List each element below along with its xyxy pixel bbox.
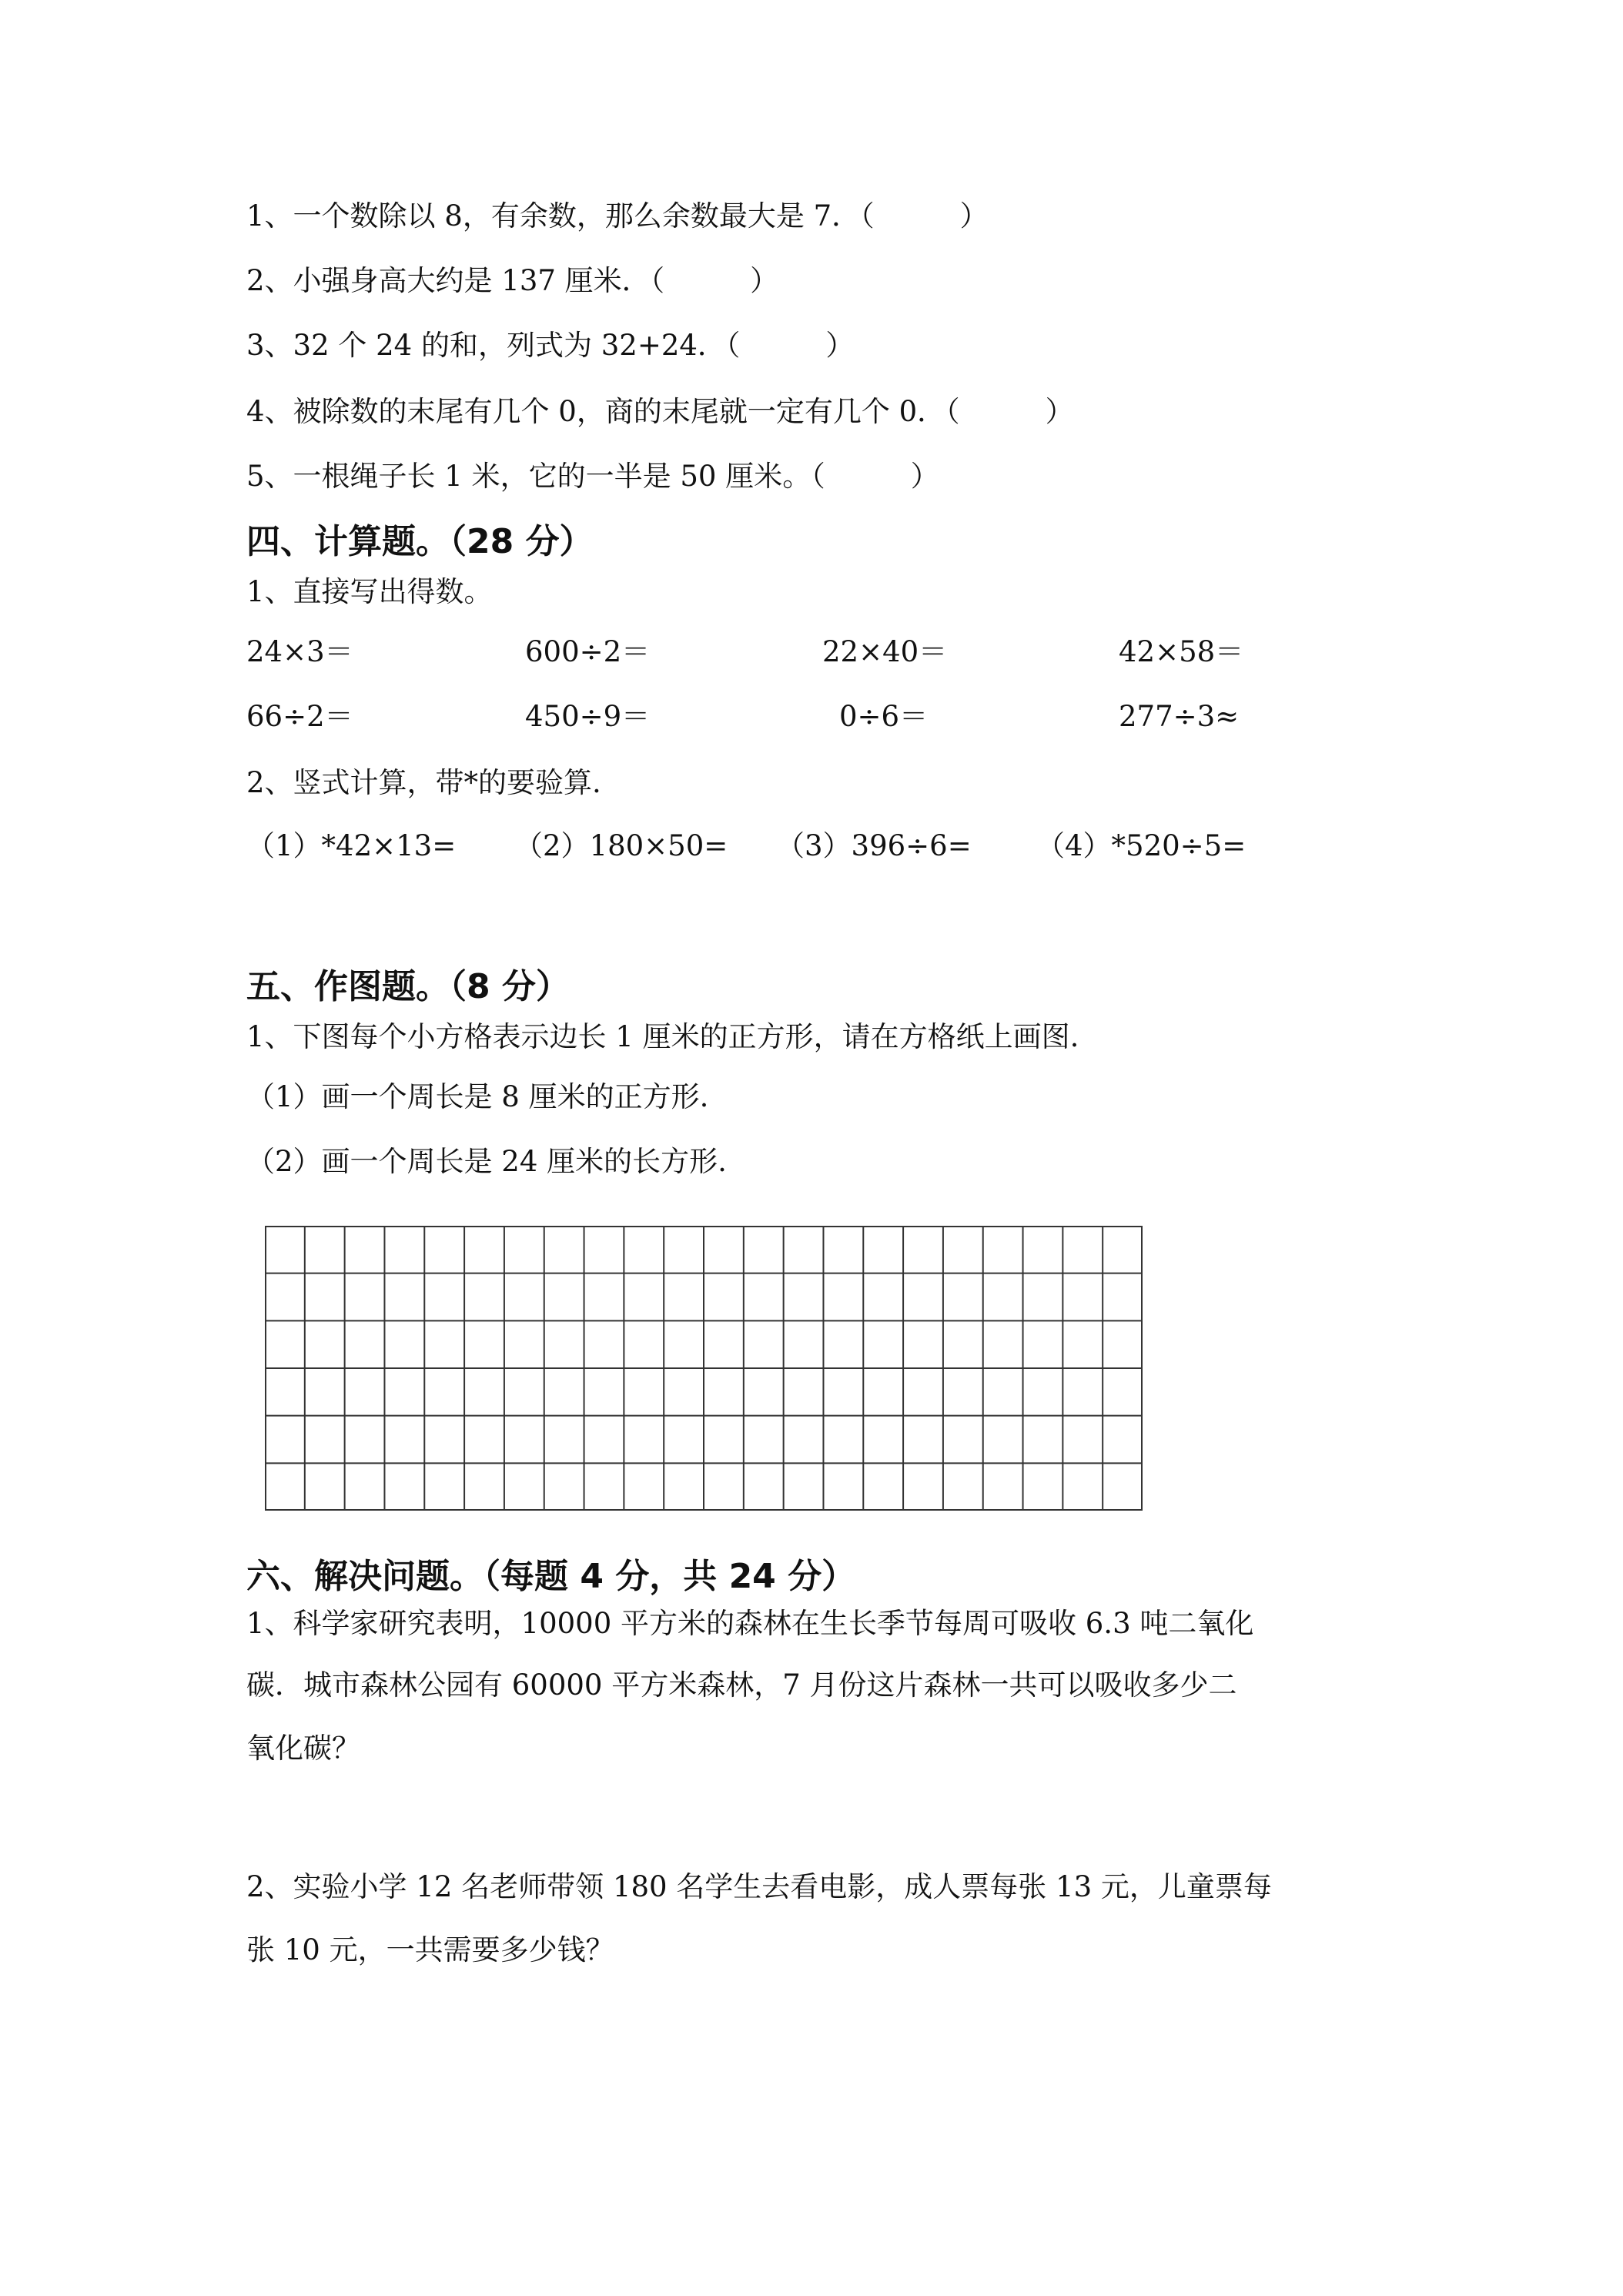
section-4-q1: 1、直接写出得数。	[246, 575, 493, 608]
section-5-q1: 1、下图每个小方格表示边长 1 厘米的正方形，请在方格纸上画图.	[246, 1020, 1079, 1053]
oral-calc-3: 22×40＝	[822, 635, 948, 668]
oral-calc-2: 600÷2＝	[525, 635, 651, 668]
grid-paper	[265, 1226, 1143, 1511]
section-4-q2: 2、竖式计算，带*的要验算.	[246, 766, 601, 799]
section-5-sub1: （1）画一个周长是 8 厘米的正方形.	[246, 1080, 709, 1113]
judgement-item-4: 4、被除数的末尾有几个 0，商的末尾就一定有几个 0．（ ）	[246, 395, 1074, 428]
section-6-title: 六、解决问题。（每题 4 分，共 24 分）	[246, 1557, 856, 1596]
oral-calc-1: 24×3＝	[246, 635, 353, 668]
problem-1-line-1: 1、科学家研究表明，10000 平方米的森林在生长季节每周可吸收 6.3 吨二氧化	[246, 1607, 1254, 1640]
section-4-title: 四、计算题。（28 分）	[246, 522, 594, 561]
oral-calc-6: 450÷9＝	[525, 700, 651, 733]
section-5-sub2: （2）画一个周长是 24 厘米的长方形.	[246, 1145, 727, 1178]
oral-calc-8: 277÷3≈	[1119, 700, 1240, 733]
judgement-item-5: 5、一根绳子长 1 米，它的一半是 50 厘米。（ ）	[246, 460, 939, 493]
vertical-calc-1: （1）*42×13=	[246, 829, 457, 862]
judgement-item-1: 1、一个数除以 8，有余数，那么余数最大是 7．（ ）	[246, 199, 989, 233]
vertical-calc-3: （3）396÷6=	[776, 829, 972, 862]
judgement-item-2: 2、小强身高大约是 137 厘米．（ ）	[246, 264, 779, 297]
section-5-title: 五、作图题。（8 分）	[246, 967, 570, 1006]
problem-1-line-2: 碳．城市森林公园有 60000 平方米森林，7 月份这片森林一共可以吸收多少二	[246, 1668, 1237, 1702]
judgement-item-3: 3、32 个 24 的和，列式为 32+24．（ ）	[246, 329, 855, 362]
problem-2-line-2: 张 10 元，一共需要多少钱？	[246, 1933, 614, 1966]
oral-calc-4: 42×58＝	[1119, 635, 1244, 668]
vertical-calc-2: （2）180×50=	[514, 829, 728, 862]
problem-2-line-1: 2、实验小学 12 名老师带领 180 名学生去看电影，成人票每张 13 元，儿童票每	[246, 1870, 1272, 1903]
vertical-calc-4: （4）*520÷5=	[1036, 829, 1247, 862]
oral-calc-5: 66÷2＝	[246, 700, 353, 733]
oral-calc-7: 0÷6＝	[839, 700, 929, 733]
problem-1-line-3: 氧化碳？	[246, 1732, 360, 1765]
